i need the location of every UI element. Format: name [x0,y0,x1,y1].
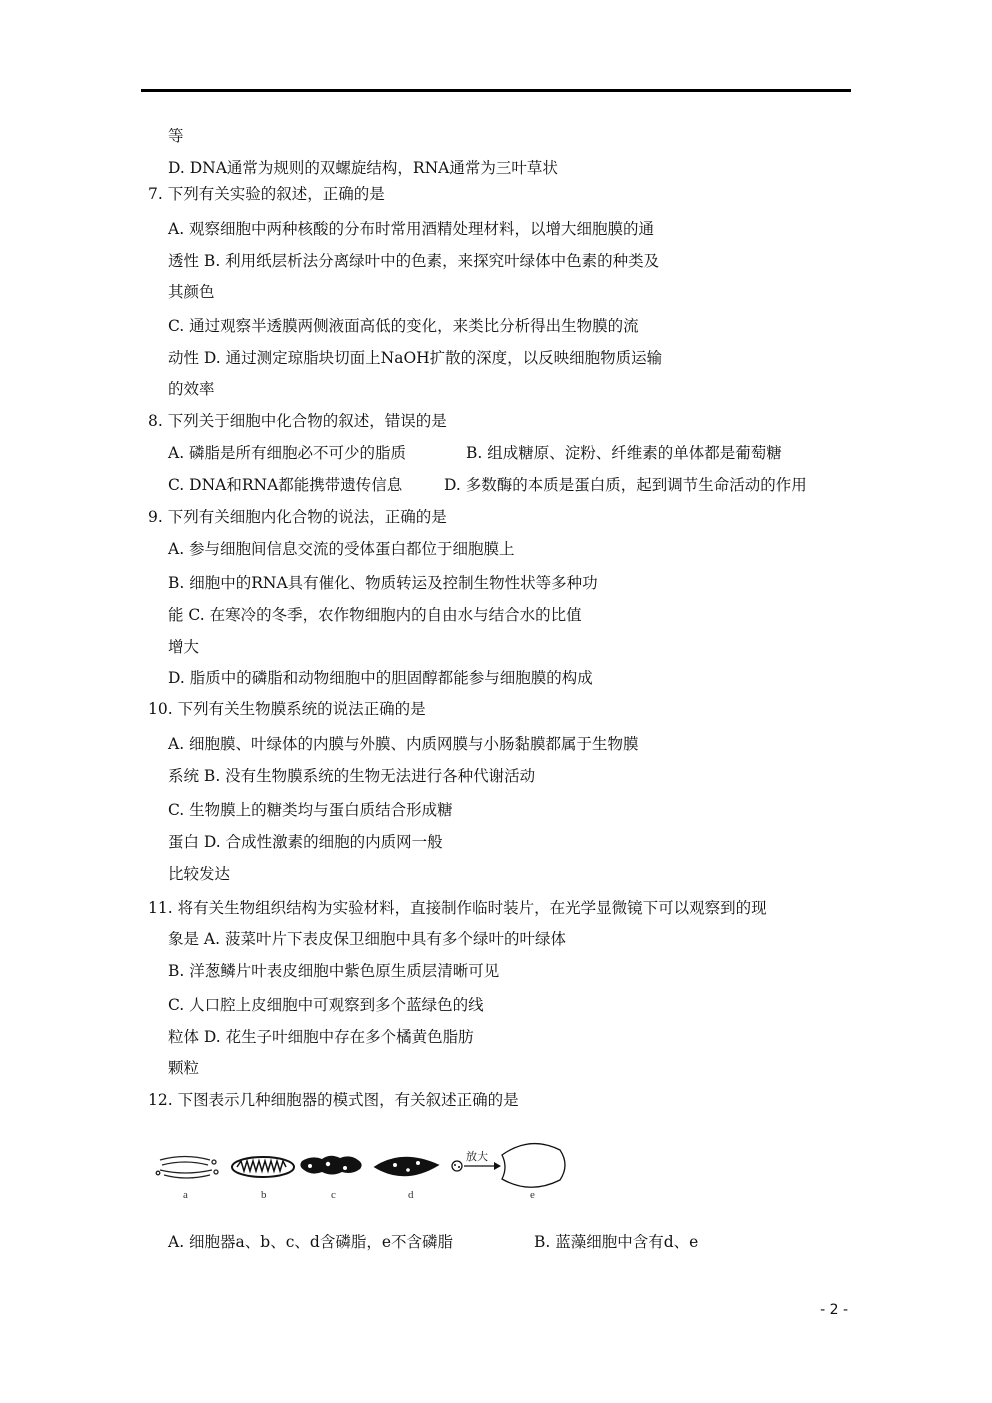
option-a: A. 参与细胞间信息交流的受体蛋白都位于细胞膜上 [168,540,515,558]
text-line: 能 C. 在寒冷的冬季，农作物细胞内的自由水与结合水的比值 [168,606,582,624]
question-12: 12. 下图表示几种细胞器的模式图，有关叙述正确的是 [148,1091,519,1109]
arrow-icon [464,1162,501,1170]
chloroplast-icon [375,1157,438,1175]
label-a: a [183,1189,188,1201]
option-b: B. 细胞中的RNA具有催化、物质转运及控制生物性状等多种功 [168,574,598,592]
question-8: 8. 下列关于细胞中化合物的叙述，错误的是 [148,412,447,430]
option-d: D. 脂质中的磷脂和动物细胞中的胆固醇都能参与细胞膜的构成 [168,669,593,687]
text-line: 增大 [168,638,200,656]
organelle-figure [150,1135,570,1210]
text-line: 动性 D. 通过测定琼脂块切面上NaOH扩散的深度，以反映细胞物质运输 [168,349,663,367]
label-b: b [261,1189,267,1201]
question-10: 10. 下列有关生物膜系统的说法正确的是 [148,700,426,718]
text-line: 颗粒 [168,1059,200,1077]
option-b: B. 组成糖原、淀粉、纤维素的单体都是葡萄糖 [466,444,782,462]
text-line: 象是 A. 菠菜叶片下表皮保卫细胞中具有多个绿叶的叶绿体 [168,930,566,948]
option-d: D. 多数酶的本质是蛋白质，起到调节生命活动的作用 [444,476,807,494]
text-line: 透性 B. 利用纸层析法分离绿叶中的色素，来探究叶绿体中色素的种类及 [168,252,660,270]
option-a: A. 细胞膜、叶绿体的内膜与外膜、内质网膜与小肠黏膜都属于生物膜 [168,735,639,753]
option-c: C. DNA和RNA都能携带遗传信息 [168,476,403,494]
text-line: 系统 B. 没有生物膜系统的生物无法进行各种代谢活动 [168,767,536,785]
page-number: - 2 - [820,1302,848,1318]
option-c: C. 人口腔上皮细胞中可观察到多个蓝绿色的线 [168,996,484,1014]
header-rule [141,89,851,92]
question-7: 7. 下列有关实验的叙述，正确的是 [148,185,385,203]
option-b: B. 洋葱鳞片叶表皮细胞中紫色原生质层清晰可见 [168,962,500,980]
ribosome-icon [452,1161,462,1171]
text-line: 的效率 [168,380,215,398]
arrow-label: 放大 [466,1150,488,1163]
enlarged-organelle-icon [502,1144,565,1188]
option-a: A. 观察细胞中两种核酸的分布时常用酒精处理材料，以增大细胞膜的通 [168,220,655,238]
text-line: 蛋白 D. 合成性激素的细胞的内质网一般 [168,833,443,851]
option-c: C. 通过观察半透膜两侧液面高低的变化，来类比分析得出生物膜的流 [168,317,639,335]
golgi-apparatus-icon [156,1157,218,1179]
option-d: D. DNA通常为规则的双螺旋结构，RNA通常为三叶草状 [168,159,558,177]
question-11: 11. 将有关生物组织结构为实验材料，直接制作临时装片，在光学显微镜下可以观察到的现 [148,899,767,917]
text-line: 等 [168,127,184,145]
option-a: A. 磷脂是所有细胞必不可少的脂质 [168,444,407,462]
mitochondrion-icon [232,1157,294,1177]
option-a: A. 细胞器a、b、c、d含磷脂，e不含磷脂 [168,1233,453,1251]
label-d: d [408,1189,414,1201]
text-line: 比较发达 [168,865,231,883]
option-c: C. 生物膜上的糖类均与蛋白质结合形成糖 [168,801,453,819]
text-line: 粒体 D. 花生子叶细胞中存在多个橘黄色脂肪 [168,1028,474,1046]
option-b: B. 蓝藻细胞中含有d、e [534,1233,699,1251]
label-c: c [331,1189,336,1201]
label-e: e [530,1189,535,1201]
endoplasmic-reticulum-icon [300,1156,361,1175]
text-line: 其颜色 [168,283,215,301]
question-9: 9. 下列有关细胞内化合物的说法，正确的是 [148,508,447,526]
